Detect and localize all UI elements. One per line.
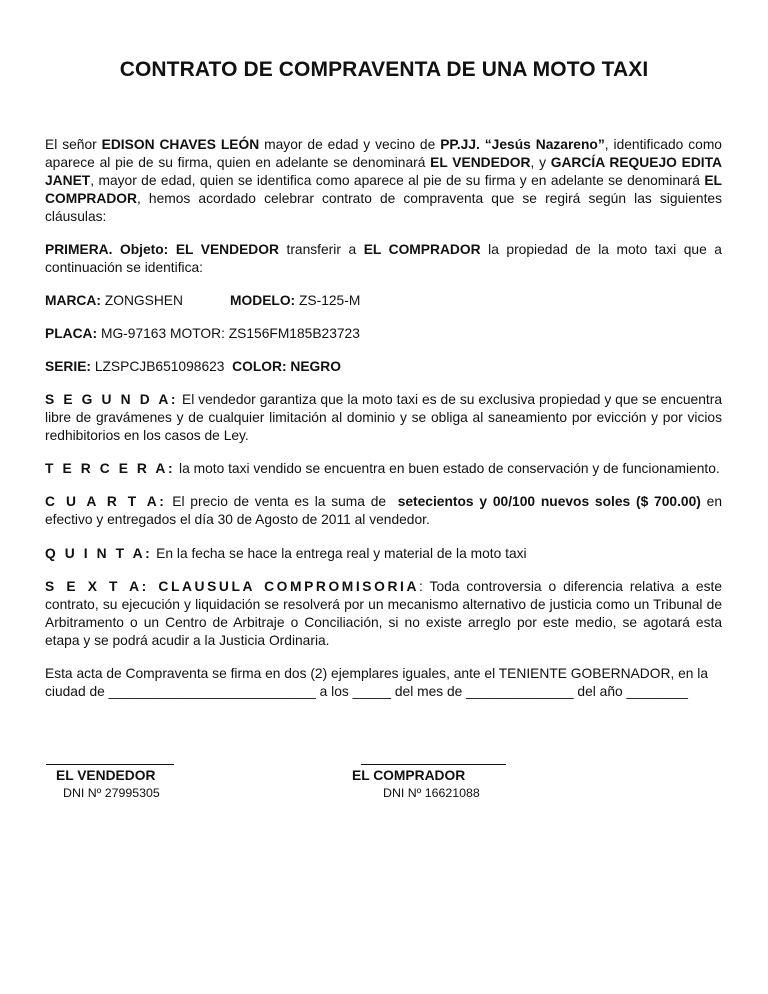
buyer-signature-label: EL COMPRADOR bbox=[352, 768, 466, 783]
brand-value: ZONGSHEN bbox=[100, 293, 183, 308]
clause-heading: S E G U N D A: bbox=[45, 392, 179, 407]
clause-text: En la fecha se hace la entrega real y material de la moto taxi bbox=[152, 546, 527, 561]
document-title: CONTRATO DE COMPRAVENTA DE UNA MOTO TAXI bbox=[119, 58, 649, 81]
clause-segunda bbox=[45, 391, 722, 445]
clause-tercera bbox=[45, 460, 722, 478]
model-value: ZS-125-M bbox=[295, 293, 361, 308]
vehicle-serial-line bbox=[45, 358, 722, 376]
intro-paragraph bbox=[45, 136, 722, 226]
vehicle-plate-line bbox=[45, 325, 722, 343]
intro-text: El señor bbox=[45, 137, 102, 152]
clause-text: : Toda controversia o diferencia relativa a este contrato, su ejecución y liquidación se resolverá por un mecanismo alternativo de justicia como un Tribunal de Arbitramento o un Centro de Arbitraje o Conciliación, si no existe arreglo por este medio, se agotará esta etapa y se podrá acudir a la Justicia Ordinaria. bbox=[45, 579, 722, 648]
clause-primera bbox=[45, 241, 722, 277]
sale-price: setecientos y 00/100 nuevos soles ($ 700.00) bbox=[397, 494, 701, 509]
model-label: MODELO: bbox=[230, 293, 296, 308]
buyer-signature-line bbox=[361, 764, 506, 765]
clause-heading: PRIMERA. Objeto: bbox=[45, 242, 169, 257]
seller-residence: PP.JJ. “Jesús Nazareno” bbox=[440, 137, 605, 152]
clause-text: en efectivo y entregados el día 30 de Agosto de 2011 al vendedor. bbox=[45, 494, 722, 527]
plate-label: PLACA: bbox=[45, 326, 98, 341]
buyer-label: EL COMPRADOR bbox=[45, 173, 722, 206]
seller-signature-label: EL VENDEDOR bbox=[56, 768, 156, 783]
clause-heading: T E R C E R A: bbox=[45, 461, 176, 476]
seller-name: EDISON CHAVES LEÓN bbox=[101, 137, 260, 152]
vehicle-brand-model-line bbox=[45, 292, 722, 310]
clause-quinta bbox=[45, 545, 722, 563]
clause-sexta bbox=[45, 578, 722, 650]
clause-heading: S E X T A: CLAUSULA COMPROMISORIA bbox=[45, 579, 420, 594]
intro-text: , identificado como aparece al pie de su firma, quien en adelante se denominará bbox=[45, 137, 722, 170]
serial-label: SERIE: bbox=[45, 359, 91, 374]
buyer-dni: DNI Nº 16621088 bbox=[383, 786, 480, 800]
closing-date-line: ciudad de ___________________________ a los _____ del mes de ______________ del año ________ bbox=[45, 684, 688, 699]
clause-text: El vendedor garantiza que la moto taxi es de su exclusiva propiedad y que se encuentra libre de gravámenes y de cualquier limitación al dominio y se obliga al saneamiento por evicción y por vicios redhibitorios en los casos de Ley. bbox=[45, 392, 722, 443]
seller-signature-line bbox=[46, 764, 174, 765]
closing-paragraph bbox=[45, 665, 722, 701]
plate-motor-value: MG-97163 MOTOR: ZS156FM185B23723 bbox=[97, 326, 360, 341]
brand-label: MARCA: bbox=[45, 293, 101, 308]
seller-label: EL VENDEDOR bbox=[175, 242, 279, 257]
clause-text: El precio de venta es la suma de bbox=[166, 494, 398, 509]
buyer-label: EL COMPRADOR bbox=[363, 242, 481, 257]
clause-text: transferir a bbox=[278, 242, 364, 257]
clause-text: la propiedad de la moto taxi que a continuación se identifica: bbox=[45, 242, 722, 275]
closing-line: Esta acta de Compraventa se firma en dos (2) ejemplares iguales, ante el TENIENTE GOBERNADOR, en la bbox=[45, 666, 709, 681]
intro-text: , mayor de edad, quien se identifica como aparece al pie de su firma y en adelante se denominará bbox=[90, 173, 705, 188]
clause-cuarta bbox=[45, 493, 722, 529]
intro-text: , hemos acordado celebrar contrato de compraventa que se regirá según las siguientes cláusulas: bbox=[45, 191, 722, 224]
seller-label: EL VENDEDOR bbox=[430, 155, 531, 170]
clause-text: la moto taxi vendido se encuentra en buen estado de conservación y de funcionamiento. bbox=[175, 461, 720, 476]
intro-text: , y bbox=[530, 155, 551, 170]
buyer-name: GARCÍA REQUEJO EDITA JANET bbox=[45, 155, 722, 188]
serial-value: LZSPCJB651098623 bbox=[91, 359, 233, 374]
clause-heading: Q U I N T A: bbox=[45, 546, 153, 561]
color-value: COLOR: NEGRO bbox=[232, 359, 341, 374]
intro-text: mayor de edad y vecino de bbox=[259, 137, 441, 152]
clause-heading: C U A R T A: bbox=[45, 494, 167, 509]
seller-dni: DNI Nº 27995305 bbox=[63, 786, 160, 800]
